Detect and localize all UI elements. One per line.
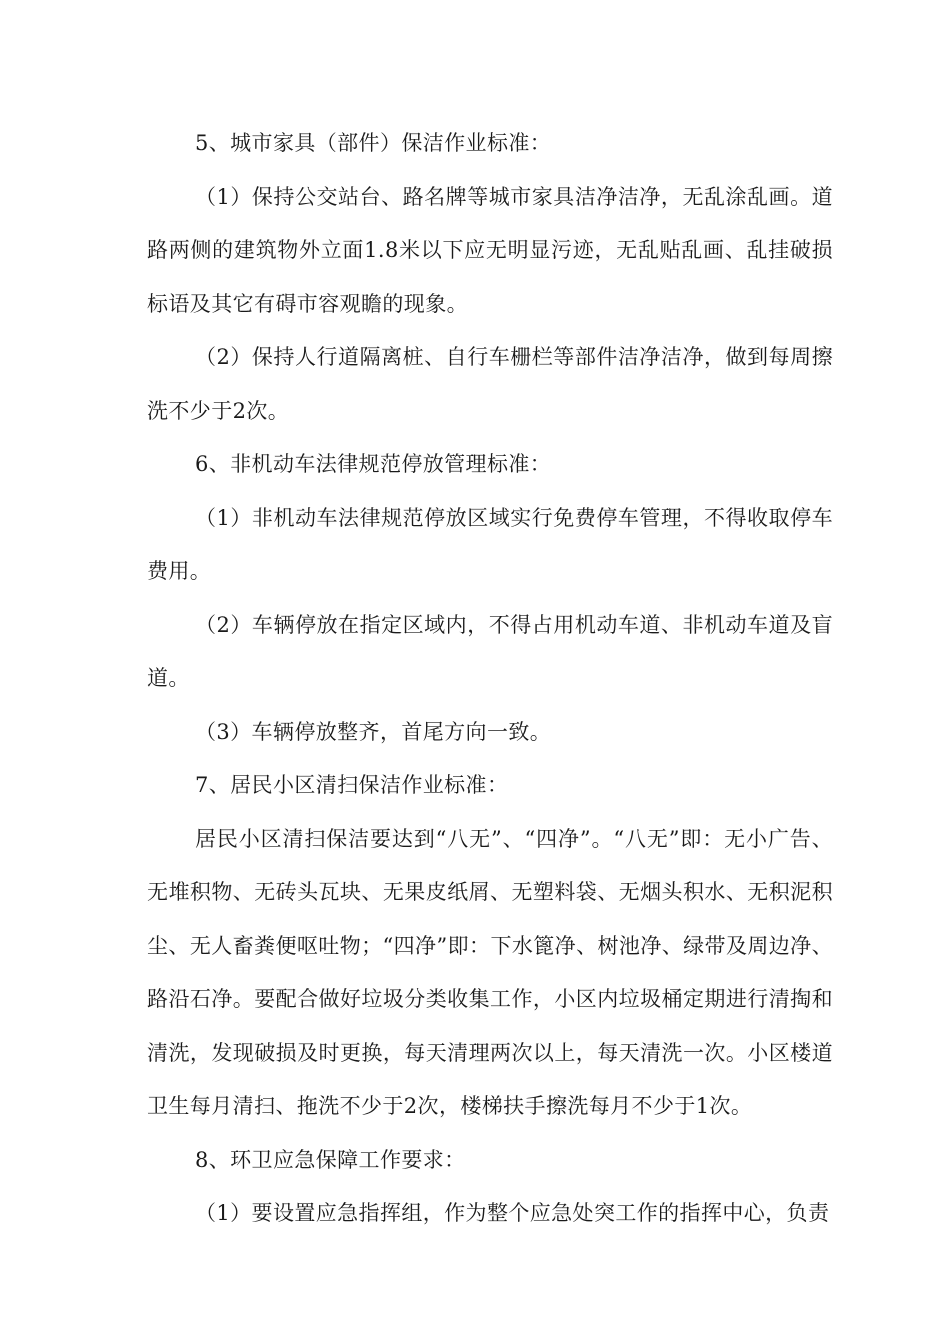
paragraph-6-1: （1）非机动车法律规范停放区域实行免费停车管理，不得收取停车费用。 <box>147 505 833 583</box>
paragraph-8-1: （1）要设置应急指挥组，作为整个应急处突工作的指挥中心，负责 <box>195 1201 830 1225</box>
paragraph-6-3: （3）车辆停放整齐，首尾方向一致。 <box>195 719 552 744</box>
paragraph-7-body: 居民小区清扫保洁要达到“八无”、“四净”。“八无”即：无小广告、无堆积物、无砖头瓦块、无果皮纸屑、无塑料袋、无烟头积水、无积泥积尘、无人畜粪便呕吐物；“四净”即：下水篦净、树池净、绿带及周边净、路沿石净。要配合做好垃圾分类收集工作，小区内垃圾桶定期进行清掏和清洗，发现破损及时更换，每天清理两次以上，每天清洗一次。小区楼道卫生每月清扫、拖洗不少于2次，楼梯扶手擦洗每月不少于1次。 <box>147 826 833 1118</box>
document-body <box>147 117 833 1241</box>
paragraph-5-1: （1）保持公交站台、路名牌等城市家具洁净洁净，无乱涂乱画。道路两侧的建筑物外立面1.8米以下应无明显污迹，无乱贴乱画、乱挂破损标语及其它有碍市容观瞻的现象。 <box>147 184 833 316</box>
section-heading-6: 6、非机动车法律规范停放管理标准： <box>195 452 552 476</box>
paragraph-5-2: （2）保持人行道隔离桩、自行车栅栏等部件洁净洁净，做到每周擦洗不少于2次。 <box>147 345 833 423</box>
section-heading-5: 5、城市家具（部件）保洁作业标准： <box>195 131 552 155</box>
section-heading-7: 7、居民小区清扫保洁作业标准： <box>195 773 509 797</box>
paragraph-6-2: （2）车辆停放在指定区域内，不得占用机动车道、非机动车道及盲道。 <box>147 612 833 690</box>
section-heading-8: 8、环卫应急保障工作要求： <box>195 1147 466 1172</box>
